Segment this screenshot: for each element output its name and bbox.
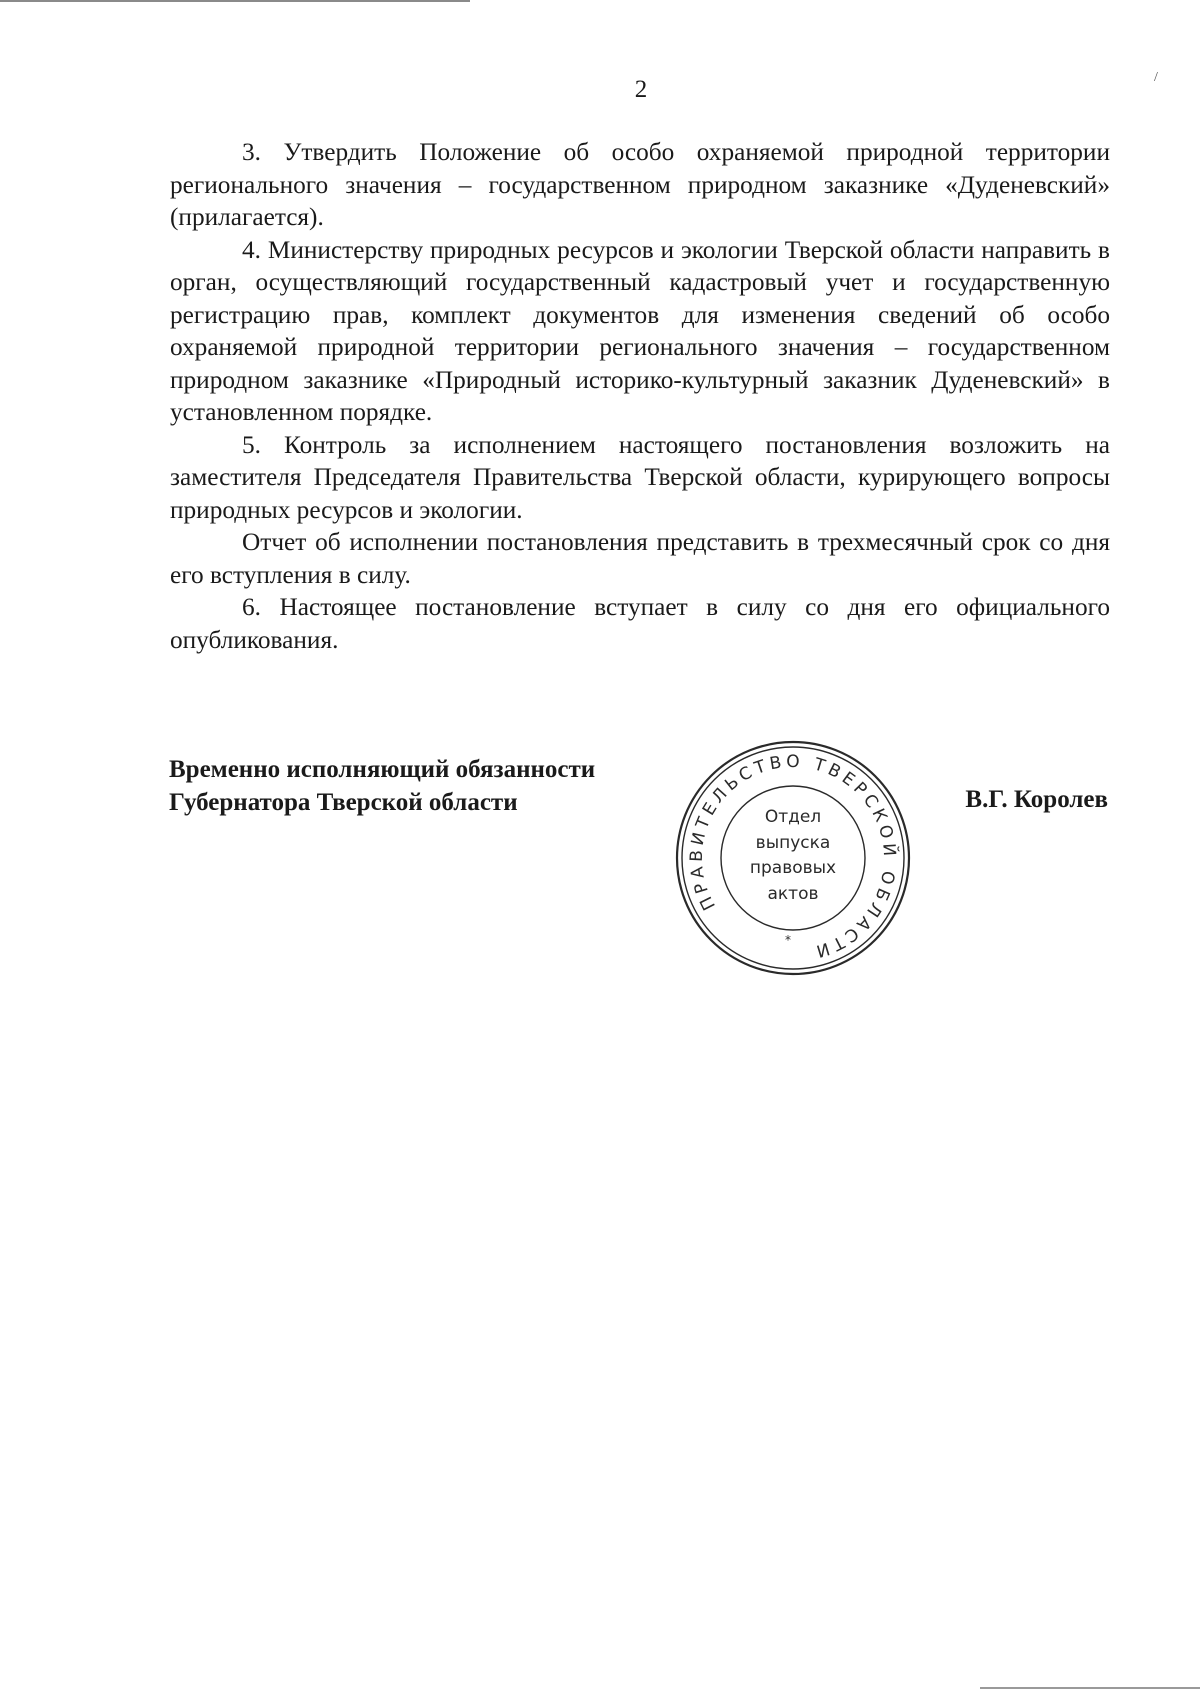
stamp-star: * xyxy=(785,933,791,947)
scan-edge-bottom xyxy=(980,1687,1200,1689)
paragraph-3: 3. Утвердить Положение об особо охраняемой природной территории регионального значения – государственном природном заказнике «Дуденевский» (прилагается). xyxy=(170,138,1110,231)
stamp-center-line-1: Отдел xyxy=(764,807,822,827)
scan-edge-top xyxy=(0,0,470,2)
scan-artifact-mark: / xyxy=(1154,70,1158,85)
page-number: 2 xyxy=(634,76,648,103)
paragraph-report: Отчет об исполнении постановления представить в трехмесячный срок со дня его вступления в силу. xyxy=(170,528,1110,589)
document-body xyxy=(170,136,1110,656)
stamp-center-line-2: выпуска xyxy=(755,832,831,853)
stamp-ring-text: ПРАВИТЕЛЬСТВО ТВЕРСКОЙ ОБЛАСТИ xyxy=(686,751,900,962)
signatory-position-line-1: Временно исполняющий обязанности xyxy=(169,756,596,783)
signatory-position xyxy=(169,753,595,819)
paragraph-6: 6. Настоящее постановление вступает в силу со дня его официального опубликования. xyxy=(170,593,1110,654)
signatory-name: В.Г. Королев xyxy=(965,786,1108,813)
paragraph-5: 5. Контроль за исполнением настоящего постановления возложить на заместителя Председателя Правительства Тверской области, курирующего вопросы природных ресурсов и экологии. xyxy=(170,430,1110,524)
stamp-center-line-3: правовых xyxy=(749,858,837,878)
signatory-position-line-2: Губернатора Тверской области xyxy=(169,789,518,816)
stamp-center-text xyxy=(733,805,853,907)
stamp-center-line-4: актов xyxy=(767,883,819,904)
paragraph-4: 4. Министерству природных ресурсов и экологии Тверской области направить в орган, осуществляющий государственный кадастровый учет и государственную регистрацию прав, комплект документов для изменения сведений об особо охраняемой природной территории регионального значения – государственном природном заказнике «Природный историко-культурный заказник Дуденевский» в установленном порядке. xyxy=(170,235,1110,426)
official-stamp xyxy=(675,740,911,976)
